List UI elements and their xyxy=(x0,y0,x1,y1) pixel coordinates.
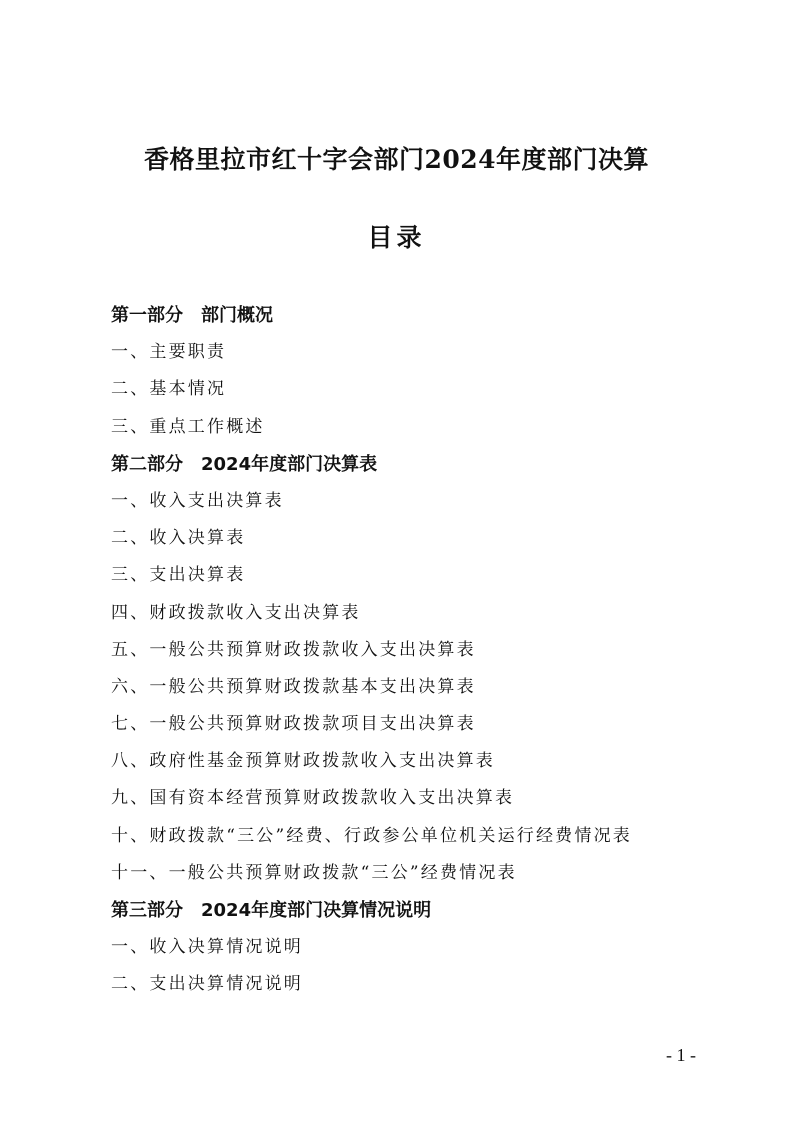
toc-entry: 七、一般公共预算财政拨款项目支出决算表 xyxy=(111,714,476,735)
page-number: - 1 - xyxy=(666,1045,696,1065)
toc-entry: 五、一般公共预算财政拨款收入支出决算表 xyxy=(111,639,476,660)
toc-entry: 三、重点工作概述 xyxy=(111,416,265,437)
toc-part-2: 第二部分 2024年度部门决算表 xyxy=(111,453,378,475)
toc-part-3: 第三部分 2024年度部门决算情况说明 xyxy=(111,900,432,921)
toc-entry: 二、基本情况 xyxy=(111,379,227,400)
toc-entry: 一、收入支出决算表 xyxy=(111,490,284,511)
toc-entry: 四、财政拨款收入支出决算表 xyxy=(111,602,361,623)
document-title: 香格里拉市红十字会部门2024年度部门决算 xyxy=(143,145,650,174)
toc-entry: 六、一般公共预算财政拨款基本支出决算表 xyxy=(111,676,476,697)
toc-entry: 二、收入决算表 xyxy=(111,528,246,549)
toc-entry: 二、支出决算情况说明 xyxy=(111,974,303,995)
table-of-contents xyxy=(111,297,751,1004)
toc-entry: 十一、一般公共预算财政拨款“三公”经费情况表 xyxy=(111,862,517,883)
toc-entry: 一、收入决算情况说明 xyxy=(111,937,303,958)
toc-entry: 十、财政拨款“三公”经费、行政参公单位机关运行经费情况表 xyxy=(111,825,632,846)
toc-entry: 九、国有资本经营预算财政拨款收入支出决算表 xyxy=(111,788,515,809)
toc-heading: 目录 xyxy=(367,223,426,252)
toc-entry: 三、支出决算表 xyxy=(111,565,246,586)
toc-entry: 八、政府性基金预算财政拨款收入支出决算表 xyxy=(111,751,495,772)
toc-entry: 一、主要职责 xyxy=(111,342,227,363)
toc-part-1: 第一部分 部门概况 xyxy=(111,305,273,326)
